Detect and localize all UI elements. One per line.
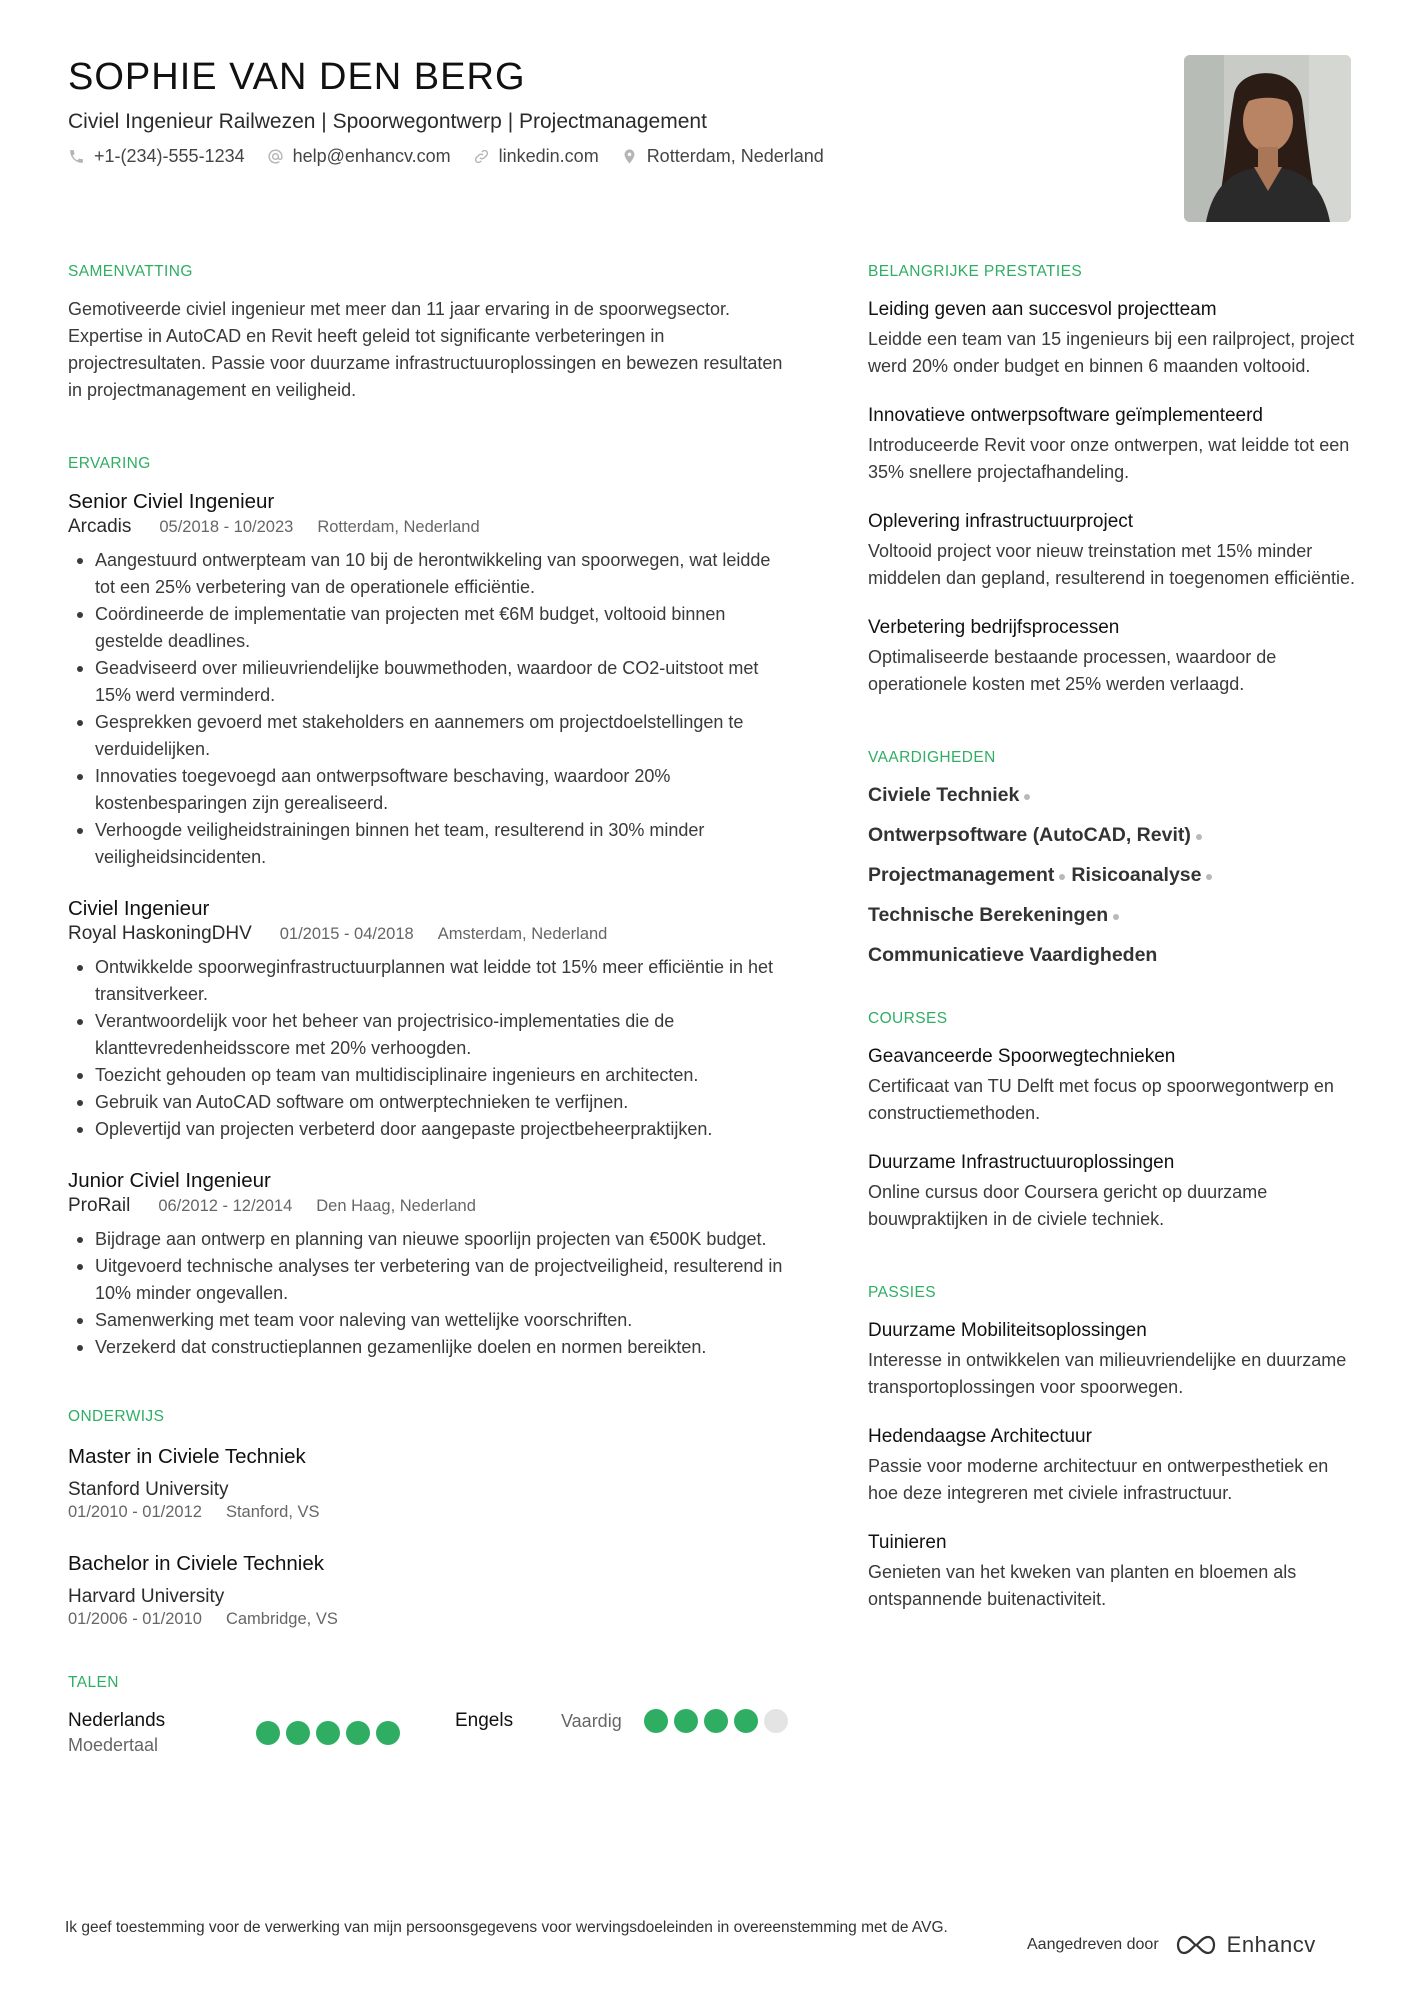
powered-by-label: Aangedreven door: [1027, 1936, 1159, 1953]
passion-title: Tuinieren: [868, 1532, 947, 1553]
skill-separator: [1196, 834, 1202, 840]
language-name: Nederlands: [68, 1710, 166, 1731]
bullet-item: Geadviseerd over milieuvriendelijke bouwmethoden, waardoor de CO2-uitstoot met 15% werd verminderd.: [68, 655, 793, 709]
edu-school: Stanford University: [68, 1479, 229, 1500]
contact-phone[interactable]: [68, 143, 245, 169]
skill-row: [868, 822, 1358, 849]
bullet-item: Samenwerking met team voor naleving van wettelijke voorschriften.: [68, 1307, 793, 1334]
job-bullets: [68, 547, 793, 871]
job-dates: 01/2015 - 04/2018: [279, 925, 414, 943]
passion-desc: Interesse in ontwikkelen van milieuvriendelijke en duurzame transportoplossingen voor spoorwegen.: [868, 1350, 1347, 1397]
contact-location: [621, 143, 824, 169]
passion-item: [868, 1423, 1358, 1507]
phone-text: +1-(234)-555-1234: [94, 146, 245, 166]
skill-separator: [1113, 914, 1119, 920]
passion-desc: Genieten van het kweken van planten en bloemen als ontspannende buitenactiviteit.: [868, 1562, 1297, 1609]
achievement-desc: Introduceerde Revit voor onze ontwerpen, wat leidde tot een 35% snellere projectafhandeling.: [868, 435, 1350, 482]
language-entry: [455, 1709, 513, 1733]
bullet-item: Innovaties toegevoegd aan ontwerpsoftware beschaving, waardoor 20% kostenbesparingen zijn gerealiseerd.: [68, 763, 793, 817]
achievement-desc: Optimaliseerde bestaande processen, waardoor de operationele kosten met 25% werden verlaagd.: [868, 647, 1277, 694]
edu-location: Stanford, VS: [225, 1503, 320, 1521]
language-level: Moedertaal: [68, 1735, 159, 1755]
rating-dot-filled: [286, 1721, 310, 1745]
language-rating: [256, 1721, 406, 1745]
edu-degree: Bachelor in Civiele Techniek: [68, 1552, 325, 1575]
summary-section: [68, 262, 793, 404]
passion-desc: Passie voor moderne architectuur en ontwerpesthetiek en hoe deze integreren met civiele infrastructuur.: [868, 1456, 1329, 1503]
skill-separator: [1024, 794, 1030, 800]
bullet-item: Oplevertijd van projecten verbeterd door aangepaste projectbeheerpraktijken.: [68, 1116, 793, 1143]
bullet-item: Bijdrage aan ontwerp en planning van nieuwe spoorlijn projecten van €500K budget.: [68, 1226, 793, 1253]
course-title: Duurzame Infrastructuuroplossingen: [868, 1152, 1175, 1173]
job-bullets: [68, 1226, 793, 1361]
skill-tag: Civiele Techniek: [868, 784, 1020, 806]
contact-linkedin[interactable]: [473, 143, 599, 169]
achievement-item: [868, 402, 1358, 486]
skill-tag: Ontwerpsoftware (AutoCAD, Revit): [868, 824, 1191, 846]
edu-dates: 01/2010 - 01/2012: [68, 1503, 202, 1521]
achievement-desc: Voltooid project voor nieuw treinstation met 15% minder middelen dan gepland, resulterend in toegenomen efficiëntie.: [868, 541, 1356, 588]
footer: [65, 1918, 1355, 1957]
course-item: [868, 1149, 1358, 1233]
edu-dates: 01/2006 - 01/2010: [68, 1610, 202, 1628]
bullet-item: Aangestuurd ontwerpteam van 10 bij de herontwikkeling van spoorwegen, wat leidde tot een 25% verbetering van de operationele efficiëntie.: [68, 547, 793, 601]
rating-dot-filled: [376, 1721, 400, 1745]
skill-row: [868, 862, 1358, 889]
bullet-item: Uitgevoerd technische analyses ter verbetering van de projectveiligheid, resulterend in 10% minder ongevallen.: [68, 1253, 793, 1307]
job-entry: [68, 895, 793, 1143]
at-icon: [267, 148, 284, 165]
skill-separator: [1059, 874, 1065, 880]
job-dates: 05/2018 - 10/2023: [159, 518, 294, 536]
enhancv-brand: Enhancv: [1226, 1932, 1316, 1957]
bullet-item: Verzekerd dat constructieplannen gezamenlijke doelen en normen bereikten.: [68, 1334, 793, 1361]
job-title: Junior Civiel Ingenieur: [68, 1169, 271, 1192]
job-location: Rotterdam, Nederland: [317, 518, 480, 536]
languages-section: [68, 1673, 793, 1759]
rating-dot-filled: [704, 1709, 728, 1733]
courses-section: [868, 1009, 1358, 1233]
edu-meta: [68, 1609, 793, 1629]
language-entry: [68, 1709, 165, 1757]
achievement-title: Leiding geven aan succesvol projectteam: [868, 299, 1217, 320]
link-icon: [473, 148, 490, 165]
passions-section: [868, 1283, 1358, 1613]
bullet-item: Verhoogde veiligheidstrainingen binnen het team, resulterend in 30% minder veiligheidsincidenten.: [68, 817, 793, 871]
passion-title: Hedendaagse Architectuur: [868, 1426, 1092, 1447]
contact-bar: [68, 143, 1168, 169]
job-title: Civiel Ingenieur: [68, 897, 210, 920]
education-entry: [68, 1443, 793, 1522]
summary-heading: SAMENVATTING: [68, 263, 193, 280]
skill-separator: [1206, 874, 1212, 880]
achievement-item: [868, 508, 1358, 592]
skill-tag: Technische Berekeningen: [868, 904, 1109, 926]
job-meta: [68, 515, 793, 539]
skill-tag: Risicoanalyse: [1071, 864, 1202, 886]
courses-heading: COURSES: [868, 1010, 948, 1027]
skill-tag: Communicatieve Vaardigheden: [868, 944, 1158, 966]
education-section: [68, 1407, 793, 1629]
language-name: Engels: [455, 1710, 514, 1731]
phone-icon: [68, 148, 85, 165]
job-entry: [68, 488, 793, 871]
skills-section: [868, 748, 1358, 969]
rating-dot-filled: [316, 1721, 340, 1745]
candidate-name: SOPHIE VAN DEN BERG: [68, 56, 526, 98]
rating-dot-empty: [764, 1709, 788, 1733]
job-company: ProRail: [68, 1195, 131, 1216]
job-company: Arcadis: [68, 516, 132, 537]
achievement-desc: Leidde een team van 15 ingenieurs bij een railproject, project werd 20% onder budget en binnen 6 maanden voltooid.: [868, 329, 1355, 376]
headline: Civiel Ingenieur Railwezen | Spoorwegontwerp | Projectmanagement: [68, 110, 707, 133]
rating-dot-filled: [256, 1721, 280, 1745]
edu-location: Cambridge, VS: [225, 1610, 338, 1628]
bullet-item: Toezicht gehouden op team van multidisciplinaire ingenieurs en architecten.: [68, 1062, 793, 1089]
skills-heading: VAARDIGHEDEN: [868, 749, 996, 766]
edu-meta: [68, 1502, 793, 1522]
job-location: Amsterdam, Nederland: [437, 925, 608, 943]
achievements-heading: BELANGRIJKE PRESTATIES: [868, 263, 1083, 280]
job-meta: [68, 1194, 793, 1218]
education-heading: ONDERWIJS: [68, 1408, 165, 1425]
course-desc: Online cursus door Coursera gericht op duurzame bouwpraktijken in de civiele techniek.: [868, 1182, 1268, 1229]
course-item: [868, 1043, 1358, 1127]
experience-section: [68, 454, 793, 1361]
powered-by[interactable]: [1027, 1932, 1316, 1958]
skill-row: [868, 942, 1358, 969]
languages-row: [68, 1709, 793, 1759]
job-company: Royal HaskoningDHV: [68, 923, 252, 944]
rating-dot-filled: [644, 1709, 668, 1733]
skill-row: [868, 902, 1358, 929]
consent-text: Ik geef toestemming voor de verwerking van mijn persoonsgegevens voor wervingsdoeleinden in overeenstemming met de AVG.: [65, 1919, 948, 1936]
linkedin-text: linkedin.com: [498, 146, 599, 166]
achievement-title: Innovatieve ontwerpsoftware geïmplementeerd: [868, 405, 1264, 426]
rating-dot-filled: [734, 1709, 758, 1733]
job-meta: [68, 922, 793, 946]
profile-photo: [1184, 55, 1351, 222]
education-entry: [68, 1550, 793, 1629]
resume-header: [68, 52, 1168, 169]
language-level: Vaardig: [561, 1711, 622, 1731]
achievement-title: Oplevering infrastructuurproject: [868, 511, 1134, 532]
course-desc: Certificaat van TU Delft met focus op spoorwegontwerp en constructiemethoden.: [868, 1076, 1334, 1123]
job-dates: 06/2012 - 12/2014: [158, 1197, 293, 1215]
job-title: Senior Civiel Ingenieur: [68, 490, 275, 513]
skill-tag: Projectmanagement: [868, 864, 1055, 886]
summary-text: Gemotiveerde civiel ingenieur met meer dan 11 jaar ervaring in de spoorwegsector. Expertise in AutoCAD en Revit heeft geleid tot significante verbeteringen in projectresultaten. Passie voor duurzame infrastructuuroplossingen en bewezen resultaten in projectmanagement en veiligheid.: [68, 299, 783, 400]
achievement-item: [868, 614, 1358, 698]
job-entry: [68, 1167, 793, 1361]
location-pin-icon: [621, 148, 638, 165]
course-title: Geavanceerde Spoorwegtechnieken: [868, 1046, 1176, 1067]
skill-row: [868, 782, 1358, 809]
language-level-entry: [561, 1709, 622, 1733]
achievements-section: [868, 262, 1358, 698]
rating-dot-filled: [346, 1721, 370, 1745]
passion-title: Duurzame Mobiliteitsoplossingen: [868, 1320, 1147, 1341]
left-column: [68, 262, 793, 1759]
job-bullets: [68, 954, 793, 1143]
passions-heading: PASSIES: [868, 1284, 936, 1301]
edu-degree: Master in Civiele Techniek: [68, 1445, 306, 1468]
achievement-title: Verbetering bedrijfsprocessen: [868, 617, 1120, 638]
achievement-item: [868, 296, 1358, 380]
contact-email[interactable]: [267, 143, 451, 169]
edu-school: Harvard University: [68, 1586, 225, 1607]
passion-item: [868, 1529, 1358, 1613]
enhancv-logo-icon: [1173, 1934, 1219, 1956]
languages-heading: TALEN: [68, 1674, 119, 1691]
language-rating: [644, 1709, 794, 1733]
bullet-item: Verantwoordelijk voor het beheer van projectrisico-implementaties die de klanttevredenheidsscore met 20% verhoogden.: [68, 1008, 793, 1062]
bullet-item: Ontwikkelde spoorweginfrastructuurplannen wat leidde tot 15% meer efficiëntie in het transitverkeer.: [68, 954, 793, 1008]
location-text: Rotterdam, Nederland: [646, 146, 824, 166]
bullet-item: Gesprekken gevoerd met stakeholders en aannemers om projectdoelstellingen te verduidelijken.: [68, 709, 793, 763]
right-column: [868, 262, 1358, 1613]
bullet-item: Gebruik van AutoCAD software om ontwerptechnieken te verfijnen.: [68, 1089, 793, 1116]
rating-dot-filled: [674, 1709, 698, 1733]
experience-heading: ERVARING: [68, 455, 151, 472]
passion-item: [868, 1317, 1358, 1401]
email-text: help@enhancv.com: [292, 146, 451, 166]
bullet-item: Coördineerde de implementatie van projecten met €6M budget, voltooid binnen gestelde deadlines.: [68, 601, 793, 655]
job-location: Den Haag, Nederland: [316, 1197, 476, 1215]
